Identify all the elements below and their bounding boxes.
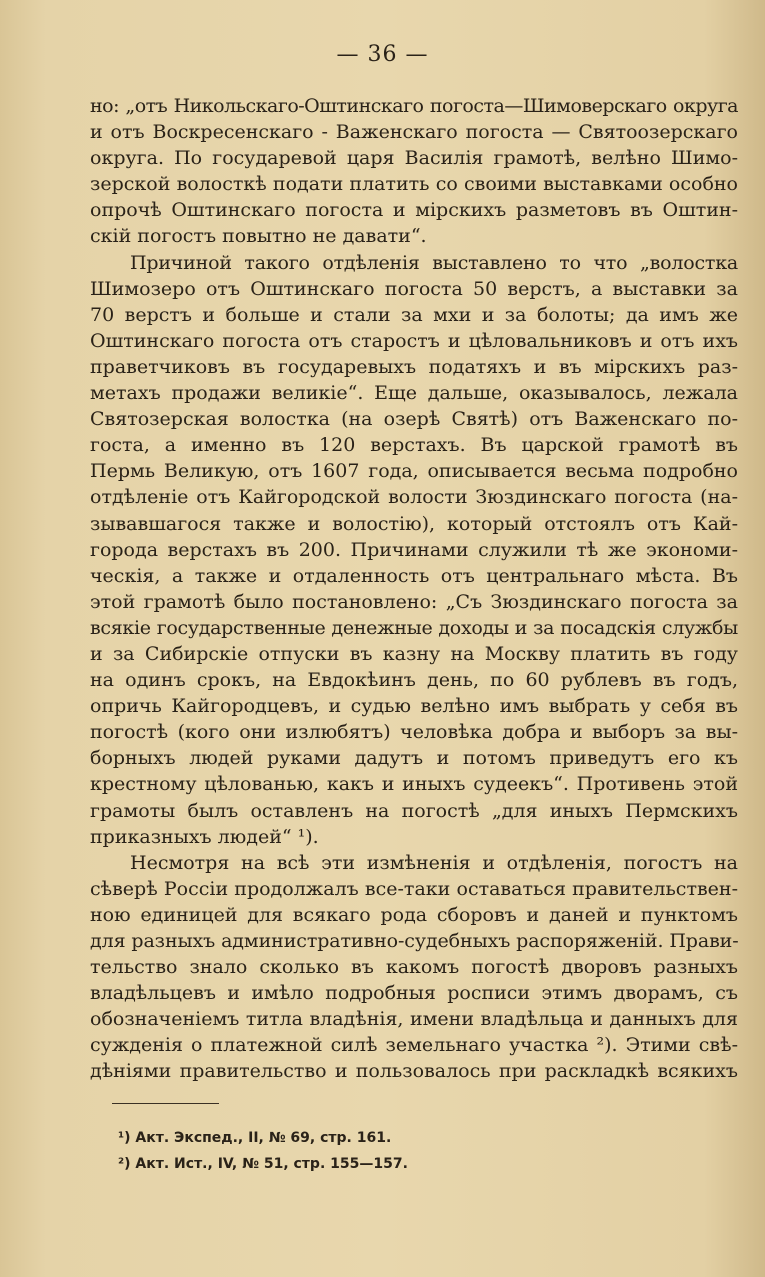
text-line: ческія, а также и отдаленность отъ центральнаго мѣста. Въ bbox=[90, 564, 738, 587]
text-line: опричь Кайгородцевъ, и судью велѣно имъ выбрать у себя въ bbox=[90, 695, 738, 718]
text-line: грамоты былъ оставленъ на погостѣ „для иныхъ Пермскихъ bbox=[90, 799, 738, 822]
text-line: Несмотря на всѣ эти измѣненія и отдѣленія, погостъ на bbox=[130, 851, 738, 874]
text-line: отдѣленіе отъ Кайгородской волости Зюздинскаго погоста (на- bbox=[90, 486, 738, 509]
text-line: Оштинскаго погоста отъ старостъ и цѣловальниковъ и отъ ихъ bbox=[90, 329, 738, 352]
text-line: тельство знало сколько въ какомъ погостѣ дворовъ разныхъ bbox=[90, 956, 738, 979]
text-line: борныхъ людей руками дадутъ и потомъ приведутъ его къ bbox=[90, 747, 738, 770]
text-line: Святозерская волостка (на озерѣ Святѣ) отъ Важенскаго по- bbox=[90, 408, 738, 431]
paragraph bbox=[90, 850, 738, 1085]
text-line: и отъ Воскресенскаго - Важенскаго погоста — Святоозерскаго bbox=[90, 121, 738, 144]
text-line: на одинъ срокъ, на Евдокѣинъ день, по 60 рублевъ въ годъ, bbox=[90, 669, 738, 692]
text-line: но: „отъ Никольскаго-Оштинскаго погоста—Шимоверскаго округа bbox=[90, 95, 738, 117]
text-line: метахъ продажи великіе“. Еще дальше, оказывалось, лежала bbox=[90, 382, 738, 405]
main-text bbox=[90, 93, 738, 1085]
paragraph bbox=[90, 93, 738, 250]
text-line: Шимозеро отъ Оштинскаго погоста 50 верстъ, а выставки за bbox=[90, 277, 738, 300]
text-line: 70 верстъ и больше и стали за мхи и за болоты; да имъ же bbox=[90, 303, 738, 326]
text-line: приказныхъ людей“ ¹). bbox=[90, 825, 319, 848]
footnotes bbox=[118, 1125, 408, 1177]
text-line: праветчиковъ въ государевыхъ податяхъ и въ мірскихъ раз- bbox=[90, 355, 738, 378]
text-line: владѣльцевъ и имѣло подробныя росписи этимъ дворамъ, съ bbox=[90, 982, 738, 1005]
text-line: дѣніями правительство и пользовалось при раскладкѣ всякихъ bbox=[90, 1060, 738, 1083]
text-line: зерской волосткѣ подати платить со своими выставками особно bbox=[90, 173, 738, 196]
text-line: сужденія о платежной силѣ земельнаго участка ²). Этими свѣ- bbox=[90, 1034, 738, 1057]
page-number: — 36 — bbox=[336, 42, 429, 67]
text-line: обозначеніемъ титла владѣнія, имени владѣльца и данныхъ для bbox=[90, 1008, 738, 1031]
text-line: крестному цѣлованью, какъ и иныхъ судеекъ“. Противень этой bbox=[90, 773, 738, 796]
text-line: округа. По государевой царя Василія грамотѣ, велѣно Шимо- bbox=[90, 147, 738, 170]
text-line: города верстахъ въ 200. Причинами служили тѣ же экономи- bbox=[90, 538, 738, 561]
text-line: для разныхъ административно-судебныхъ распоряженій. Прави- bbox=[90, 930, 739, 952]
text-line: Причиной такого отдѣленія выставлено то что „волостка bbox=[130, 251, 738, 274]
footnote: ¹) Акт. Экспед., II, № 69, стр. 161. bbox=[118, 1130, 392, 1146]
text-line: этой грамотѣ было постановлено: „Съ Зюздинскаго погоста за bbox=[90, 590, 738, 613]
footnote: ²) Акт. Ист., IV, № 51, стр. 155—157. bbox=[118, 1156, 408, 1172]
text-line: сѣверѣ Россіи продолжалъ все-таки оставаться правительствен- bbox=[90, 877, 738, 900]
text-line: ною единицей для всякаго рода сборовъ и даней и пунктомъ bbox=[90, 903, 738, 926]
text-line: госта, а именно въ 120 верстахъ. Въ царской грамотѣ въ bbox=[90, 434, 738, 457]
text-line: всякіе государственные денежные доходы и за посадскія службы bbox=[90, 616, 738, 639]
text-line: зывавшагося также и волостію), который отстоялъ отъ Кай- bbox=[90, 512, 738, 535]
text-line: Пермь Великую, отъ 1607 года, описывается весьма подробно bbox=[90, 460, 738, 483]
footnote-divider bbox=[112, 1103, 219, 1104]
text-line: скій погостъ повытно не давати“. bbox=[90, 225, 427, 248]
text-line: и за Сибирскіе отпуски въ казну на Москву платить въ году bbox=[90, 642, 738, 665]
paragraph bbox=[90, 250, 738, 850]
text-line: погостѣ (кого они излюбятъ) человѣка добра и выборъ за вы- bbox=[90, 721, 738, 744]
text-line: опрочѣ Оштинскаго погоста и мірскихъ разметовъ въ Оштин- bbox=[90, 199, 738, 222]
